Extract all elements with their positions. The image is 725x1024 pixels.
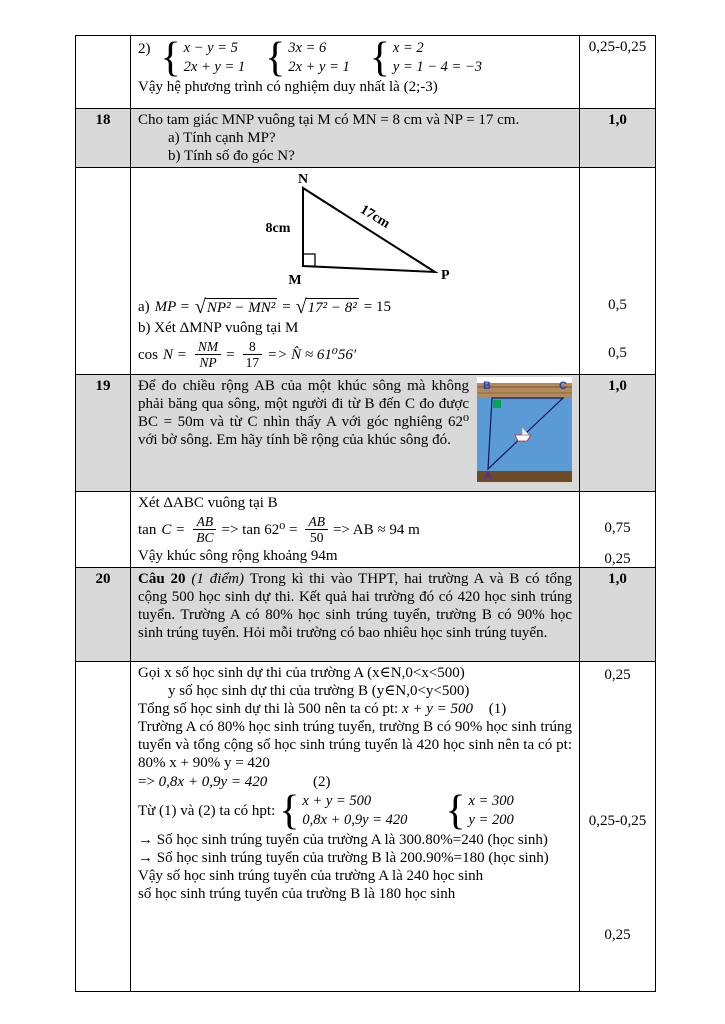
solution-paragraph: Trường A có 80% học sinh trúng tuyển, trường B có 90% học sinh trúng tuyển và tổng cộng số học sinh trúng tuyển là 420 học sinh nên ta có pt: 80% x + 90% y = 420 <box>138 719 572 771</box>
function-name: tan <box>138 521 157 538</box>
hypotenuse-label: 17cm <box>357 202 393 232</box>
q18-statement: Cho tam giác MNP vuông tại M có MN = 8 cm và NP = 17 cm. <box>138 112 520 128</box>
solution-line-6 <box>138 788 572 834</box>
triangle-outline <box>303 188 435 272</box>
point-label-a: A <box>484 470 492 482</box>
equation-system-1 <box>160 35 246 81</box>
q18-part-a: a) Tính cạnh MP? <box>168 130 276 146</box>
solution-line-3 <box>138 700 572 718</box>
denominator: BC <box>196 530 214 545</box>
answer-key-table <box>75 35 656 992</box>
inline-equation: 0,8x + 0,9y = 420 <box>158 774 268 790</box>
points-cell-q19-solution <box>580 492 656 568</box>
question-number-cell-empty <box>76 168 131 375</box>
question-number-cell-empty <box>76 492 131 568</box>
row-q18-solution <box>76 168 656 375</box>
right-angle-mark <box>303 254 315 267</box>
point-label-b: B <box>483 380 491 392</box>
brace-symbol: { <box>160 35 181 81</box>
q20-statement <box>138 570 572 642</box>
row-q19-header <box>76 375 656 492</box>
points-cell-q18-header <box>580 109 656 168</box>
solution-line-2: y số học sinh dự thi của trường B (y∈N,0<y<500) <box>168 683 470 699</box>
system-equations <box>288 39 349 77</box>
points-value: 1,0 <box>608 112 627 128</box>
far-bank <box>477 383 572 398</box>
right-angle-mark-green <box>493 400 501 408</box>
equals-sign: = <box>226 346 235 363</box>
brace-symbol: { <box>369 35 390 81</box>
points-value-top: 0,25 <box>604 667 631 683</box>
river-diagram-svg <box>477 377 572 482</box>
equation: y = 1 − 4 = −3 <box>392 59 482 75</box>
solution-cell-q17 <box>131 36 580 109</box>
equation-tag: (2) <box>312 774 331 790</box>
solution-line-9: Vậy số học sinh trúng tuyển của trường A là 240 học sinh <box>138 868 484 884</box>
fraction <box>193 514 216 545</box>
points-cell-q20-header <box>580 568 656 662</box>
square-root <box>296 297 359 317</box>
brace-symbol: { <box>445 788 466 834</box>
equation: x + y = 500 <box>302 793 372 809</box>
points-value: 1,0 <box>608 571 627 587</box>
solution-line-b: b) Xét ΔMNP vuông tại M <box>138 320 299 336</box>
equals-sign: = <box>282 299 291 315</box>
points-cell-q17 <box>580 36 656 109</box>
equation-system-3 <box>369 35 482 81</box>
question-number-18: 18 <box>76 109 131 168</box>
equation: 3x = 6 <box>288 40 327 56</box>
system-equations <box>469 792 514 830</box>
equation-result: = 15 <box>363 299 391 315</box>
equation-system-2 <box>445 788 514 834</box>
numerator: AB <box>305 514 328 530</box>
q18-part-b: b) Tính số đo góc N? <box>168 148 295 164</box>
q19-statement: Để đo chiều rộng AB của một khúc sông mà không phải băng qua sông, một người đi từ B đến C đo được BC = 50m và từ C nhìn thấy A với góc nghiêng 62⁰ với bờ sông. Em hãy tính bề rộng của khúc sông đó. <box>138 378 469 448</box>
vertex-label-p: P <box>441 268 450 283</box>
equation-tag: (1) <box>488 701 507 717</box>
solution-cell-q18 <box>131 168 580 375</box>
equation: 2x + y = 1 <box>288 59 350 75</box>
equation-result: => AB ≈ 94 m <box>332 521 420 538</box>
equation: y = 200 <box>468 812 514 828</box>
tangent-line <box>138 514 572 545</box>
equation: x − y = 5 <box>183 40 238 56</box>
solution-line-7: → Số học sinh trúng tuyển của trường A là 300.80%=240 (học sinh) <box>138 832 548 848</box>
conclusion-line: Vậy hệ phương trình có nghiệm duy nhất là (2;-3) <box>138 79 438 95</box>
triangle-mnp-svg <box>223 172 463 290</box>
row-q20-solution <box>76 662 656 992</box>
numerator: NM <box>195 339 221 355</box>
statement-cell-q20 <box>131 568 580 662</box>
equation-lhs: MP = <box>154 299 190 315</box>
radicand: 17² − 8² <box>307 300 357 316</box>
numerator: AB <box>193 514 216 530</box>
q20-statement-text: Trong kì thi vào THPT, hai trường A và B có tổng cộng 500 học sinh dự thi. Kết quả hai trường đó có 420 học sinh trúng tuyển. Trường A có 80% học sinh trúng tuyển, trường B có 90% học sinh trúng tuyển. Hỏi mỗi trường có bao nhiêu học sinh trúng tuyển. <box>138 571 573 641</box>
denominator: 50 <box>309 530 324 545</box>
points-value-b: 0,5 <box>608 345 627 361</box>
points-value: 1,0 <box>608 378 627 394</box>
solution-line-1: Gọi x số học sinh dự thi của trường A (x∈N,0<x<500) <box>138 665 465 681</box>
fraction <box>195 339 221 370</box>
solution-line-10: số học sinh trúng tuyển của trường B là 180 học sinh <box>138 886 456 902</box>
question-number-cell-empty <box>76 662 131 992</box>
fraction <box>305 514 328 545</box>
numerator: 8 <box>243 339 263 355</box>
solution-line-5 <box>138 773 572 791</box>
row-q20-header <box>76 568 656 662</box>
points-value-a: 0,5 <box>608 297 627 313</box>
row-q17-solution-end <box>76 36 656 109</box>
points-cell-q18-solution <box>580 168 656 375</box>
statement-cell-q19 <box>131 375 580 492</box>
square-root <box>195 297 277 317</box>
question-number-cell-empty <box>76 36 131 109</box>
q20-points-note: (1 điểm) <box>191 571 244 587</box>
system-equations <box>393 39 482 77</box>
denominator: 17 <box>245 355 260 370</box>
brace-symbol: { <box>279 788 300 834</box>
points-value-a: 0,75 <box>604 520 631 536</box>
equation: x = 300 <box>468 793 514 809</box>
solution-line-1: Xét ΔABC vuông tại B <box>138 495 278 511</box>
question-number-20: 20 <box>76 568 131 662</box>
denominator: NP <box>199 355 217 370</box>
points-cell-q20-solution <box>580 662 656 992</box>
solution-cell-q19 <box>131 492 580 568</box>
item-label: 2) <box>138 41 151 57</box>
solution-cell-q20 <box>131 662 580 992</box>
variable: N = <box>163 346 187 363</box>
radicand: NP² − MN² <box>206 300 276 316</box>
triangle-figure <box>223 172 572 295</box>
statement-cell-q18 <box>131 109 580 168</box>
brace-symbol: { <box>265 35 286 81</box>
points-cell-q19-header <box>580 375 656 492</box>
system-equations <box>184 39 245 77</box>
equation-system-1 <box>279 788 408 834</box>
question-number-19: 19 <box>76 375 131 492</box>
solution-line-3: Vậy khúc sông rộng khoảng 94m <box>138 548 338 564</box>
solution-line-8: → Số học sinh trúng tuyển của trường B là 200.90%=180 (học sinh) <box>138 850 549 866</box>
line-prefix: Từ (1) và (2) ta có hpt: <box>138 803 276 819</box>
points-value-bottom: 0,25 <box>604 927 631 943</box>
fraction <box>243 339 263 370</box>
inline-equation: x + y = 500 <box>401 701 473 717</box>
solution-line-a <box>138 297 572 317</box>
side-mn-label: 8cm <box>265 221 291 236</box>
variable: C = <box>161 521 186 538</box>
line-prefix: a) <box>138 299 150 315</box>
row-q19-solution <box>76 492 656 568</box>
q20-title: Câu 20 <box>138 571 186 587</box>
line-text: Tổng số học sinh dự thi là 500 nên ta có pt: <box>138 701 399 717</box>
points-value-b: 0,25 <box>604 551 631 567</box>
function-name: cos <box>138 346 158 363</box>
cosine-line <box>138 339 572 370</box>
system-equations <box>302 792 407 830</box>
points-value: 0,25-0,25 <box>588 39 647 55</box>
equation: 0,8x + 0,9y = 420 <box>302 812 408 828</box>
equation-result: => N̂ ≈ 61⁰56′ <box>267 346 357 363</box>
implies-arrow: => <box>138 774 155 790</box>
row-q18-header <box>76 109 656 168</box>
equation-system-2 <box>265 35 350 81</box>
points-value-mid: 0,25-0,25 <box>588 813 647 829</box>
radical-symbol: √ <box>194 296 206 318</box>
equation: x = 2 <box>392 40 424 56</box>
point-label-c: C <box>559 380 567 392</box>
radical-symbol: √ <box>295 296 307 318</box>
river-figure <box>477 377 572 487</box>
vertex-label-m: M <box>288 273 302 288</box>
equation-systems-line <box>138 35 572 81</box>
equation: 2x + y = 1 <box>183 59 246 75</box>
vertex-label-n: N <box>297 172 309 187</box>
equation-mid: => tan 62⁰ = <box>221 521 298 538</box>
